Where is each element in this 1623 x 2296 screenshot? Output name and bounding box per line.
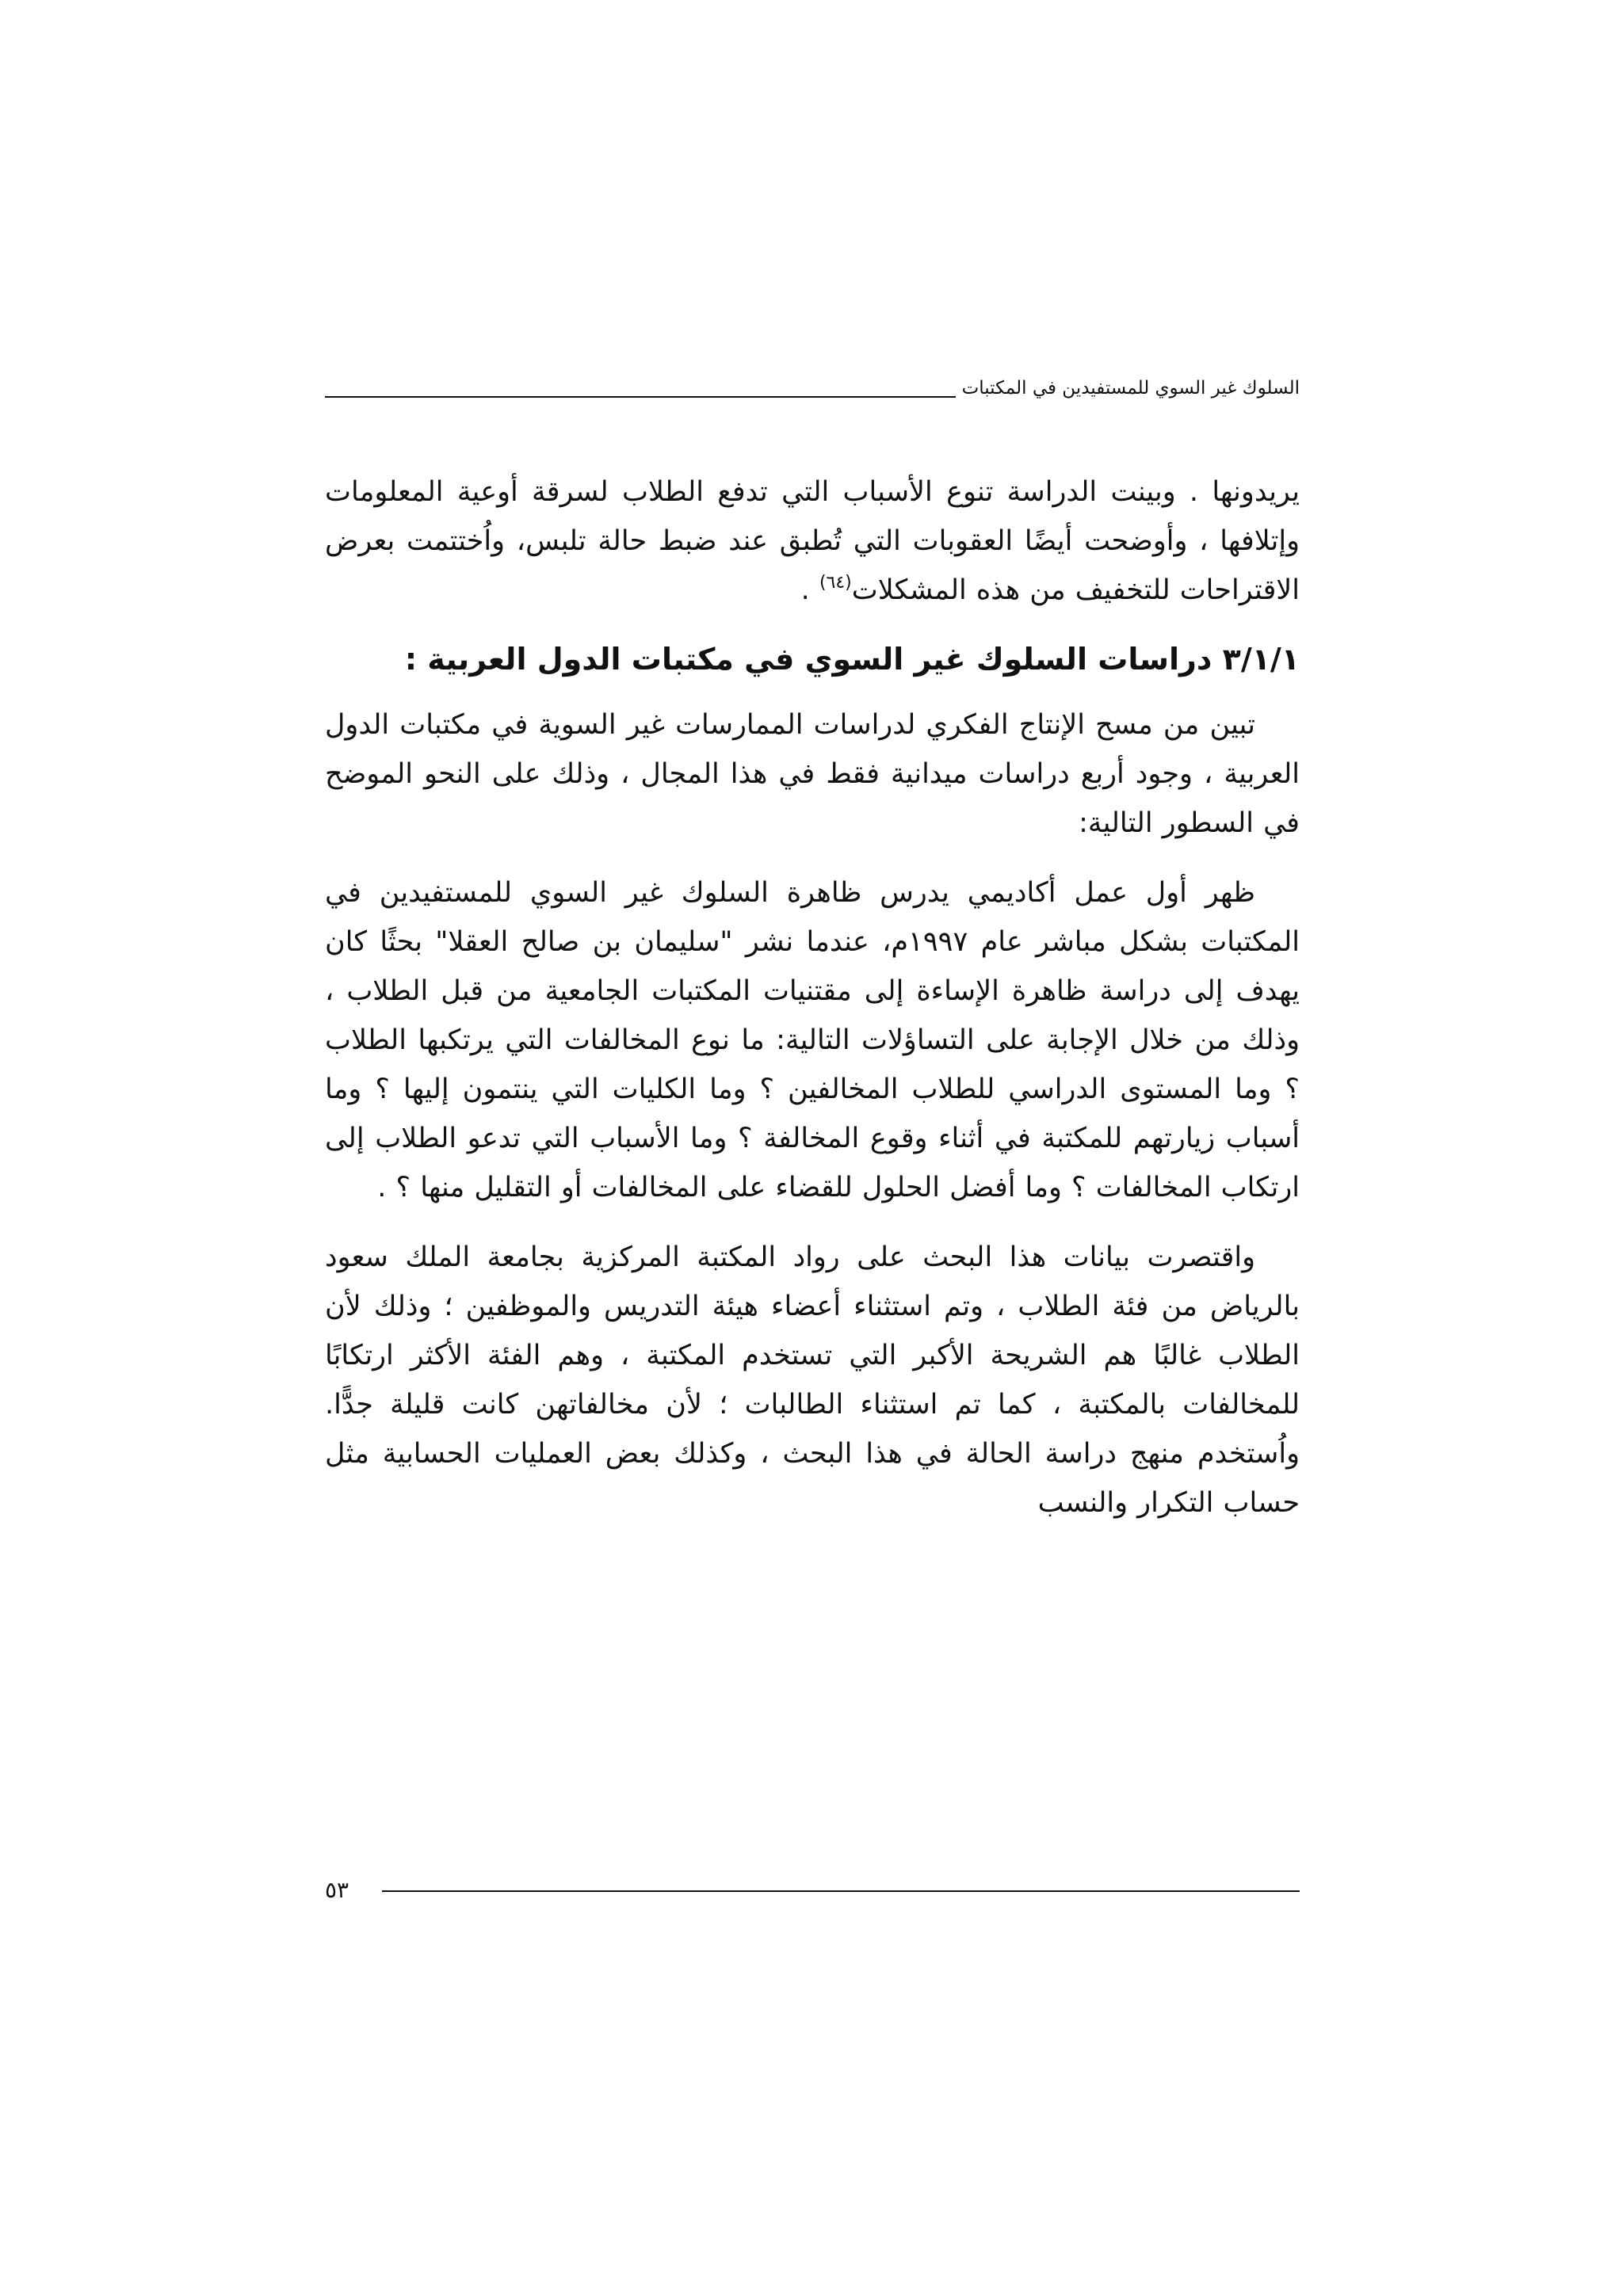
running-header	[325, 372, 1300, 404]
paragraph-continuation	[325, 467, 1300, 615]
footnote-reference: (٦٤)	[819, 573, 852, 593]
page-body	[325, 467, 1300, 1548]
page-number: ٥٣	[325, 1877, 349, 1903]
section-heading: ٣/١/١ دراسات السلوك غير السوي في مكتبات الدول العربية :	[404, 642, 1300, 677]
paragraph-end: .	[800, 574, 819, 606]
paragraph-survey: تبين من مسح الإنتاج الفكري لدراسات الممارسات غير السوية في مكتبات الدول العربية ، وجود أربع دراسات ميدانية فقط في هذا المجال ، وذلك على النحو الموضح في السطور التالية:	[325, 709, 1300, 839]
paragraph-text: يريدونها . وبينت الدراسة تنوع الأسباب التي تدفع الطلاب لسرقة أوعية المعلومات وإتلافها ، وأوضحت أيضًا العقوبات التي تُطبق عند ضبط حالة تلبس، واُختتمت بعرض الاقتراحات للتخفيف من هذه المشكلات	[325, 476, 1300, 606]
running-title: السلوك غير السوي للمستفيدين في المكتبات	[956, 372, 1300, 404]
paragraph-study-scope: واقتصرت بيانات هذا البحث على رواد المكتبة المركزية بجامعة الملك سعود بالرياض من فئة الطلاب ، وتم استثناء أعضاء هيئة التدريس والموظفين ؛ وذلك لأن الطلاب غالبًا هم الشريحة الأكبر التي تستخدم المكتبة ، وهم الفئة الأكثر ارتكابًا للمخالفات بالمكتبة ، كما تم استثناء الطالبات ؛ لأن مخالفاتهن كانت قليلة جدًّا. واُستخدم منهج دراسة الحالة في هذا البحث ، وكذلك بعض العمليات الحسابية مثل حساب التكرار والنسب	[325, 1241, 1300, 1519]
footer-rule	[382, 1890, 1300, 1892]
paragraph-first-study: ظهر أول عمل أكاديمي يدرس ظاهرة السلوك غير السوي للمستفيدين في المكتبات بشكل مباشر عام ١٩٩٧م، عندما نشر "سليمان بن صالح العقلا" بحثًا كان يهدف إلى دراسة ظاهرة الإساءة إلى مقتنيات المكتبات الجامعية من قبل الطلاب ، وذلك من خلال الإجابة على التساؤلات التالية: ما نوع المخالفات التي يرتكبها الطلاب ؟ وما المستوى الدراسي للطلاب المخالفين ؟ وما الكليات التي ينتمون إليها ؟ وما أسباب زيارتهم للمكتبة في أثناء وقوع المخالفة ؟ وما الأسباب التي تدعو الطلاب إلى ارتكاب المخالفات ؟ وما أفضل الحلول للقضاء على المخالفات أو التقليل منها ؟ .	[325, 877, 1300, 1203]
page-footer	[325, 1875, 1300, 1906]
